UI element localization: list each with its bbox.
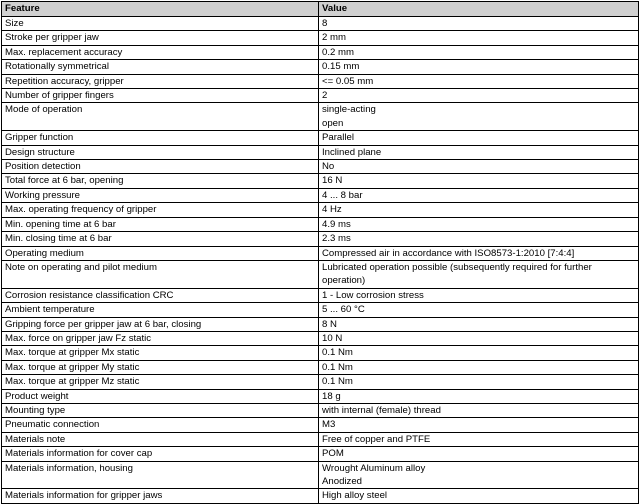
- value-line: Anodized: [322, 476, 363, 487]
- value-line: single-acting: [322, 104, 376, 116]
- value-cell: [319, 432, 639, 446]
- table-row: [2, 103, 639, 131]
- feature-cell: Mode of operation: [2, 103, 319, 131]
- value-line: 4.9 ms: [322, 218, 351, 230]
- feature-cell: Operating medium: [2, 246, 319, 260]
- table-row: [2, 418, 639, 432]
- value-cell: [319, 403, 639, 417]
- feature-cell: Total force at 6 bar, opening: [2, 174, 319, 188]
- value-cell: [319, 288, 639, 302]
- table-row: [2, 60, 639, 74]
- feature-cell: Materials note: [2, 432, 319, 446]
- value-cell: [319, 375, 639, 389]
- value-cell: [319, 331, 639, 345]
- value-cell: [319, 317, 639, 331]
- value-line: with internal (female) thread: [322, 404, 441, 416]
- value-cell: [319, 260, 639, 288]
- value-line: 8: [322, 18, 328, 29]
- value-cell: [319, 447, 639, 461]
- value-cell: [319, 217, 639, 231]
- value-cell: [319, 103, 639, 131]
- value-line: High alloy steel: [322, 490, 388, 502]
- table-row: [2, 303, 639, 317]
- value-cell: [319, 232, 639, 246]
- value-line: 2 mm: [322, 32, 346, 44]
- feature-cell: Product weight: [2, 389, 319, 403]
- value-line: Wrought Aluminum alloy: [322, 462, 426, 474]
- value-cell: [319, 31, 639, 45]
- value-cell: [319, 246, 639, 260]
- value-cell: [319, 17, 639, 31]
- feature-cell: Design structure: [2, 145, 319, 159]
- value-cell: [319, 203, 639, 217]
- table-row: [2, 203, 639, 217]
- value-cell: [319, 89, 639, 103]
- table-row: [2, 89, 639, 103]
- value-line: 10 N: [322, 332, 343, 344]
- feature-cell: Repetition accuracy, gripper: [2, 74, 319, 88]
- value-cell: [319, 160, 639, 174]
- value-line: open: [322, 117, 344, 129]
- value-line: <= 0.05 mm: [322, 75, 374, 87]
- table-row: [2, 461, 639, 489]
- value-line: 2.3 ms: [322, 233, 351, 245]
- table-row: [2, 331, 639, 345]
- value-cell: [319, 389, 639, 403]
- table-row: [2, 232, 639, 246]
- value-line: 16 N: [322, 175, 343, 187]
- table-row: [2, 389, 639, 403]
- table-row: [2, 403, 639, 417]
- feature-cell: Stroke per gripper jaw: [2, 31, 319, 45]
- value-cell: [319, 188, 639, 202]
- table-row: [2, 375, 639, 389]
- feature-cell: Working pressure: [2, 188, 319, 202]
- table-row: [2, 131, 639, 145]
- feature-cell: Number of gripper fingers: [2, 89, 319, 103]
- feature-column-header: Feature: [2, 2, 319, 17]
- feature-cell: Max. operating frequency of gripper: [2, 203, 319, 217]
- table-header-row: [2, 2, 639, 17]
- feature-cell: Min. opening time at 6 bar: [2, 217, 319, 231]
- feature-cell: Gripping force per gripper jaw at 6 bar, closing: [2, 317, 319, 331]
- table-row: [2, 45, 639, 59]
- table-row: [2, 346, 639, 360]
- feature-cell: Rotationally symmetrical: [2, 60, 319, 74]
- value-cell: [319, 74, 639, 88]
- value-cell: [319, 461, 639, 489]
- value-line: Compressed air in accordance with ISO8573-1:2010 [7:4:4]: [322, 247, 575, 259]
- value-line: 0.15 mm: [322, 61, 360, 73]
- value-line: Inclined plane: [322, 146, 382, 158]
- table-row: [2, 17, 639, 31]
- table-row: [2, 160, 639, 174]
- table-row: [2, 174, 639, 188]
- table-row: [2, 447, 639, 461]
- value-line: 4 Hz: [322, 204, 342, 216]
- value-cell: [319, 45, 639, 59]
- feature-cell: Ambient temperature: [2, 303, 319, 317]
- value-line: 0.2 mm: [322, 46, 354, 58]
- feature-cell: Gripper function: [2, 131, 319, 145]
- feature-cell: Size: [2, 17, 319, 31]
- table-row: [2, 432, 639, 446]
- table-row: [2, 246, 639, 260]
- feature-cell: Max. replacement accuracy: [2, 45, 319, 59]
- value-line: 0.1 Nm: [322, 347, 353, 359]
- feature-cell: Materials information, housing: [2, 461, 319, 489]
- table-row: [2, 74, 639, 88]
- table-row: [2, 188, 639, 202]
- value-line: Parallel: [322, 132, 354, 144]
- value-line: operation): [322, 275, 366, 287]
- value-cell: [319, 131, 639, 145]
- feature-cell: Max. torque at gripper My static: [2, 360, 319, 374]
- value-cell: [319, 418, 639, 432]
- value-cell: [319, 489, 639, 503]
- table-body: [2, 17, 639, 504]
- value-line: 4 ... 8 bar: [322, 189, 363, 201]
- table-row: [2, 489, 639, 503]
- value-line: 5 ... 60 °C: [322, 304, 365, 316]
- table-row: [2, 260, 639, 288]
- table-row: [2, 31, 639, 45]
- feature-cell: Materials information for gripper jaws: [2, 489, 319, 503]
- value-line: Free of copper and PTFE: [322, 433, 431, 445]
- feature-cell: Min. closing time at 6 bar: [2, 232, 319, 246]
- value-line: No: [322, 161, 335, 173]
- value-cell: [319, 360, 639, 374]
- value-line: M3: [322, 419, 336, 431]
- table-row: [2, 288, 639, 302]
- value-cell: [319, 60, 639, 74]
- value-line: 8 N: [322, 318, 337, 330]
- value-line: Lubricated operation possible (subsequently required for further: [322, 261, 592, 273]
- value-line: 0.1 Nm: [322, 376, 353, 388]
- feature-cell: Max. force on gripper jaw Fz static: [2, 331, 319, 345]
- value-line: POM: [322, 448, 344, 460]
- table-row: [2, 145, 639, 159]
- value-cell: [319, 346, 639, 360]
- table-row: [2, 317, 639, 331]
- table-row: [2, 217, 639, 231]
- feature-cell: Max. torque at gripper Mz static: [2, 375, 319, 389]
- value-cell: [319, 303, 639, 317]
- table-row: [2, 360, 639, 374]
- value-line: 2: [322, 90, 328, 102]
- value-line: 18 g: [322, 390, 341, 402]
- feature-cell: Note on operating and pilot medium: [2, 260, 319, 288]
- feature-cell: Materials information for cover cap: [2, 447, 319, 461]
- feature-cell: Pneumatic connection: [2, 418, 319, 432]
- value-line: 0.1 Nm: [322, 361, 353, 373]
- value-column-header: Value: [319, 2, 639, 17]
- value-cell: [319, 145, 639, 159]
- value-cell: [319, 174, 639, 188]
- feature-cell: Position detection: [2, 160, 319, 174]
- feature-cell: Corrosion resistance classification CRC: [2, 288, 319, 302]
- feature-cell: Max. torque at gripper Mx static: [2, 346, 319, 360]
- specification-table: [1, 1, 639, 504]
- feature-cell: Mounting type: [2, 403, 319, 417]
- value-line: 1 - Low corrosion stress: [322, 289, 424, 301]
